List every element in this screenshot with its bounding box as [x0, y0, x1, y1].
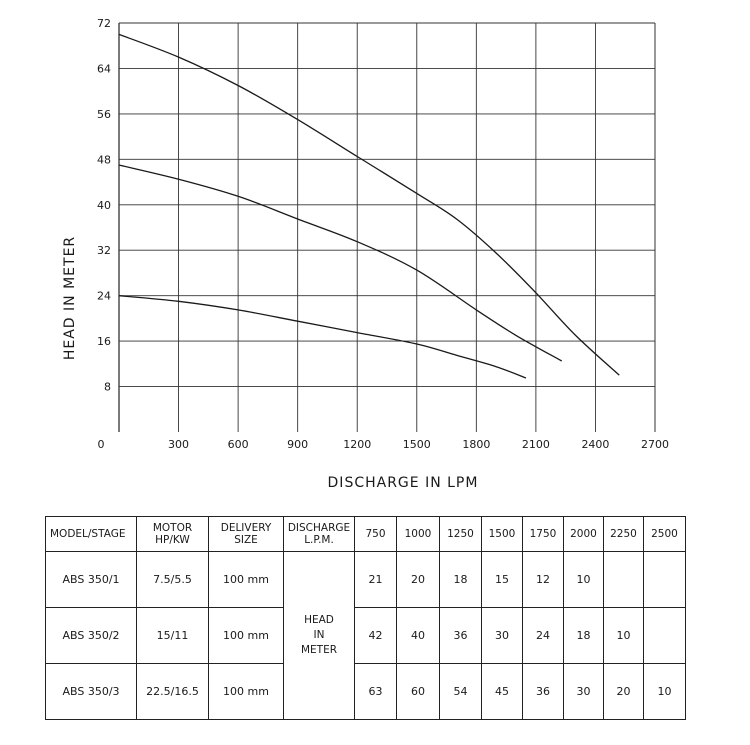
header-delivery: [209, 517, 284, 552]
model-cell: ABS 350/1: [46, 552, 137, 608]
x-tick-label: 600: [227, 438, 249, 451]
header-discharge-units: L.P.M.: [304, 534, 334, 546]
head-value-cell: 40: [397, 608, 440, 664]
x-tick-label: 2100: [521, 438, 550, 451]
x-axis-label: DISCHARGE IN LPM: [327, 475, 479, 491]
head-value-cell: 54: [440, 664, 482, 720]
motor-cell: 22.5/16.5: [137, 664, 209, 720]
y-tick-label: 56: [97, 107, 111, 121]
x-tick-label: 2400: [581, 438, 610, 451]
head-value-cell: 20: [397, 552, 440, 608]
head-label-line: METER: [300, 644, 338, 656]
header-flow: 1500: [482, 517, 523, 552]
head-label-line: IN: [313, 629, 325, 641]
y-tick-label: 72: [97, 17, 111, 30]
x-tick-label: 1800: [462, 438, 491, 451]
chart-curves: [119, 34, 619, 378]
delivery-cell: 100 mm: [209, 664, 284, 720]
head-value-cell: 60: [397, 664, 440, 720]
head-value-cell: 45: [482, 664, 523, 720]
head-value-cell: 21: [355, 552, 397, 608]
y-tick-label: 24: [97, 289, 111, 303]
header-flow: 1250: [440, 517, 482, 552]
table-header-row: [46, 517, 686, 552]
series-line: [119, 296, 526, 378]
head-label-line: HEAD: [304, 614, 334, 626]
motor-cell: 7.5/5.5: [137, 552, 209, 608]
x-tick-label: 1500: [402, 438, 431, 451]
y-tick-label: 8: [104, 380, 111, 394]
header-flow: 1000: [397, 517, 440, 552]
table-row: [46, 552, 686, 608]
x-tick-label: 900: [287, 438, 309, 451]
y-axis-label: HEAD IN METER: [62, 235, 78, 361]
header-discharge-label: DISCHARGE: [287, 522, 351, 534]
header-discharge: [284, 517, 355, 552]
y-tick-label: 16: [97, 335, 111, 349]
y-tick-label: 64: [97, 62, 111, 76]
head-value-cell: 36: [523, 664, 564, 720]
header-flow: 750: [355, 517, 397, 552]
head-value-cell: [644, 552, 686, 608]
head-value-cell: 20: [604, 664, 644, 720]
header-motor: [137, 517, 209, 552]
header-flow: 2250: [604, 517, 644, 552]
motor-cell: 15/11: [137, 608, 209, 664]
table-row: [46, 608, 686, 664]
table-row: [46, 664, 686, 720]
head-value-cell: [604, 552, 644, 608]
x-tick-label: 1200: [343, 438, 372, 451]
header-flow: 2500: [644, 517, 686, 552]
head-value-cell: 36: [440, 608, 482, 664]
model-cell: ABS 350/2: [46, 608, 137, 664]
head-value-cell: 24: [523, 608, 564, 664]
model-cell: ABS 350/3: [46, 664, 137, 720]
header-delivery-units: SIZE: [234, 534, 258, 546]
x-tick-label: 2700: [641, 438, 669, 451]
header-delivery-label: DELIVERY: [220, 522, 272, 534]
head-value-cell: 18: [564, 608, 604, 664]
head-value-cell: 10: [564, 552, 604, 608]
delivery-cell: 100 mm: [209, 608, 284, 664]
y-tick-label: 40: [97, 198, 111, 212]
chart-grid: [119, 23, 655, 432]
specification-table: [45, 516, 686, 720]
header-motor-label: MOTOR: [152, 522, 193, 534]
header-motor-units: HP/KW: [155, 534, 190, 546]
x-tick-label: 300: [168, 438, 190, 451]
head-value-cell: 30: [482, 608, 523, 664]
head-label-cell: [284, 552, 355, 720]
header-flow: 2000: [564, 517, 604, 552]
head-value-cell: 10: [604, 608, 644, 664]
y-tick-label: 32: [97, 244, 111, 258]
delivery-cell: 100 mm: [209, 552, 284, 608]
head-value-cell: 63: [355, 664, 397, 720]
series-line: [119, 165, 562, 361]
head-value-cell: 10: [644, 664, 686, 720]
origin-label: 0: [97, 438, 105, 451]
head-value-cell: 42: [355, 608, 397, 664]
head-value-cell: 15: [482, 552, 523, 608]
chart-tick-labels: [97, 17, 669, 451]
header-flow: 1750: [523, 517, 564, 552]
y-tick-label: 48: [97, 153, 111, 167]
head-value-cell: [644, 608, 686, 664]
head-value-cell: 12: [523, 552, 564, 608]
head-value-cell: 30: [564, 664, 604, 720]
head-value-cell: 18: [440, 552, 482, 608]
header-model: MODEL/STAGE: [46, 517, 137, 552]
